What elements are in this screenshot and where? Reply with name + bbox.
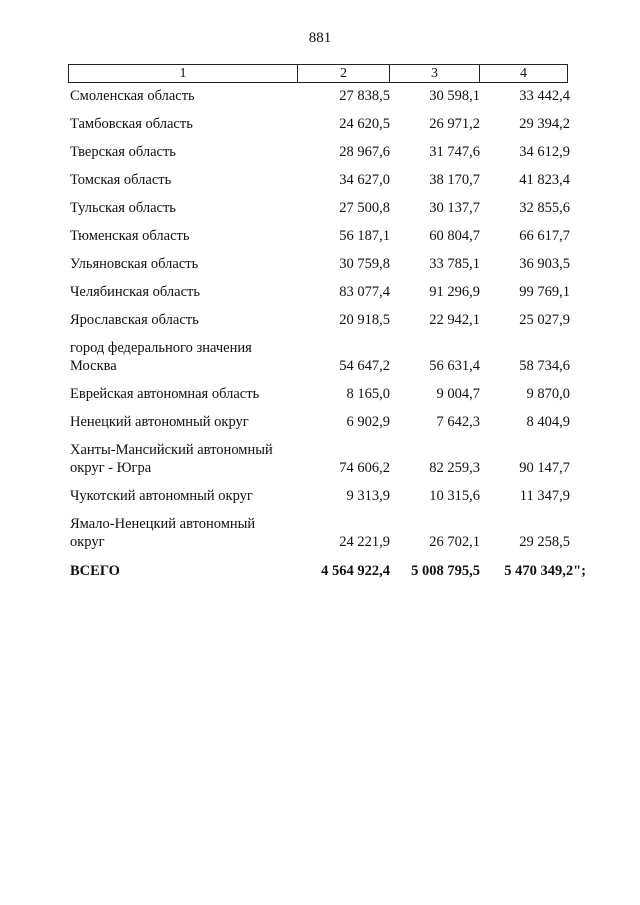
value-col-2: 6 902,9 [346, 414, 390, 430]
value-col-4: 25 027,9 [519, 312, 570, 328]
region-name: Ульяновская область [70, 256, 199, 272]
value-col-4: 8 404,9 [526, 414, 570, 430]
value-col-4: 11 347,9 [519, 488, 570, 504]
value-col-2: 24 221,9 [339, 534, 390, 550]
value-col-3: 33 785,1 [429, 256, 480, 272]
region-name: Ярославская область [70, 312, 199, 328]
value-col-2: 20 918,5 [339, 312, 390, 328]
value-col-3: 56 631,4 [429, 358, 480, 374]
column-header-1: 1 [69, 65, 298, 82]
value-col-3: 26 971,2 [429, 116, 480, 132]
value-col-4: 34 612,9 [519, 144, 570, 160]
value-col-3: 22 942,1 [429, 312, 480, 328]
value-col-3: 31 747,6 [429, 144, 480, 160]
region-name-line-1: Ханты-Мансийский автономный [70, 442, 273, 458]
value-col-2: 24 620,5 [339, 116, 390, 132]
value-col-3: 26 702,1 [429, 534, 480, 550]
region-name: Ненецкий автономный округ [70, 414, 249, 430]
value-col-4: 90 147,7 [519, 460, 570, 476]
value-col-2: 9 313,9 [346, 488, 390, 504]
region-name: Тульская область [70, 200, 176, 216]
column-header-3: 3 [390, 65, 480, 82]
total-label: ВСЕГО [70, 563, 120, 579]
value-col-4: 9 870,0 [526, 386, 570, 402]
value-col-3: 30 598,1 [429, 88, 480, 104]
region-name-line-2: округ [70, 534, 105, 550]
region-name-line-1: Ямало-Ненецкий автономный [70, 516, 256, 532]
region-name: Тверская область [70, 144, 176, 160]
region-name: Тюменская область [70, 228, 190, 244]
value-col-3: 60 804,7 [429, 228, 480, 244]
value-col-4: 36 903,5 [519, 256, 570, 272]
value-col-4: 29 258,5 [519, 534, 570, 550]
region-name: Тамбовская область [70, 116, 193, 132]
value-col-3: 38 170,7 [429, 172, 480, 188]
region-name: Чукотский автономный округ [70, 488, 253, 504]
value-col-2: 8 165,0 [346, 386, 390, 402]
value-col-4: 99 769,1 [519, 284, 570, 300]
region-name-line-2: округ - Югра [70, 460, 152, 476]
value-col-2: 34 627,0 [339, 172, 390, 188]
region-name: Челябинская область [70, 284, 200, 300]
value-col-3: 91 296,9 [429, 284, 480, 300]
value-col-2: 74 606,2 [339, 460, 390, 476]
value-col-4: 58 734,6 [519, 358, 570, 374]
region-name-line-2: Москва [70, 358, 117, 374]
value-col-2: 27 838,5 [339, 88, 390, 104]
value-col-3: 9 004,7 [436, 386, 480, 402]
value-col-4: 29 394,2 [519, 116, 570, 132]
column-header-4: 4 [520, 65, 527, 81]
total-col-4: 5 470 349,2"; [504, 563, 586, 579]
value-col-2: 28 967,6 [339, 144, 390, 160]
value-col-3: 10 315,6 [429, 488, 480, 504]
total-col-2: 4 564 922,4 [321, 563, 390, 579]
value-col-4: 41 823,4 [519, 172, 570, 188]
total-col-3: 5 008 795,5 [411, 563, 480, 579]
value-col-3: 7 642,3 [436, 414, 480, 430]
value-col-4: 32 855,6 [519, 200, 570, 216]
value-col-2: 27 500,8 [339, 200, 390, 216]
value-col-3: 30 137,7 [429, 200, 480, 216]
value-col-3: 82 259,3 [429, 460, 480, 476]
region-name: Еврейская автономная область [70, 386, 260, 402]
value-col-2: 56 187,1 [339, 228, 390, 244]
page-number: 881 [308, 30, 332, 46]
value-col-2: 30 759,8 [339, 256, 390, 272]
value-col-4: 66 617,7 [519, 228, 570, 244]
value-col-2: 83 077,4 [339, 284, 390, 300]
column-header-2: 2 [298, 65, 390, 82]
value-col-2: 54 647,2 [339, 358, 390, 374]
region-name: Смоленская область [70, 88, 195, 104]
region-name: Томская область [70, 172, 172, 188]
region-name-line-1: город федерального значения [70, 340, 252, 356]
value-col-4: 33 442,4 [519, 88, 570, 104]
